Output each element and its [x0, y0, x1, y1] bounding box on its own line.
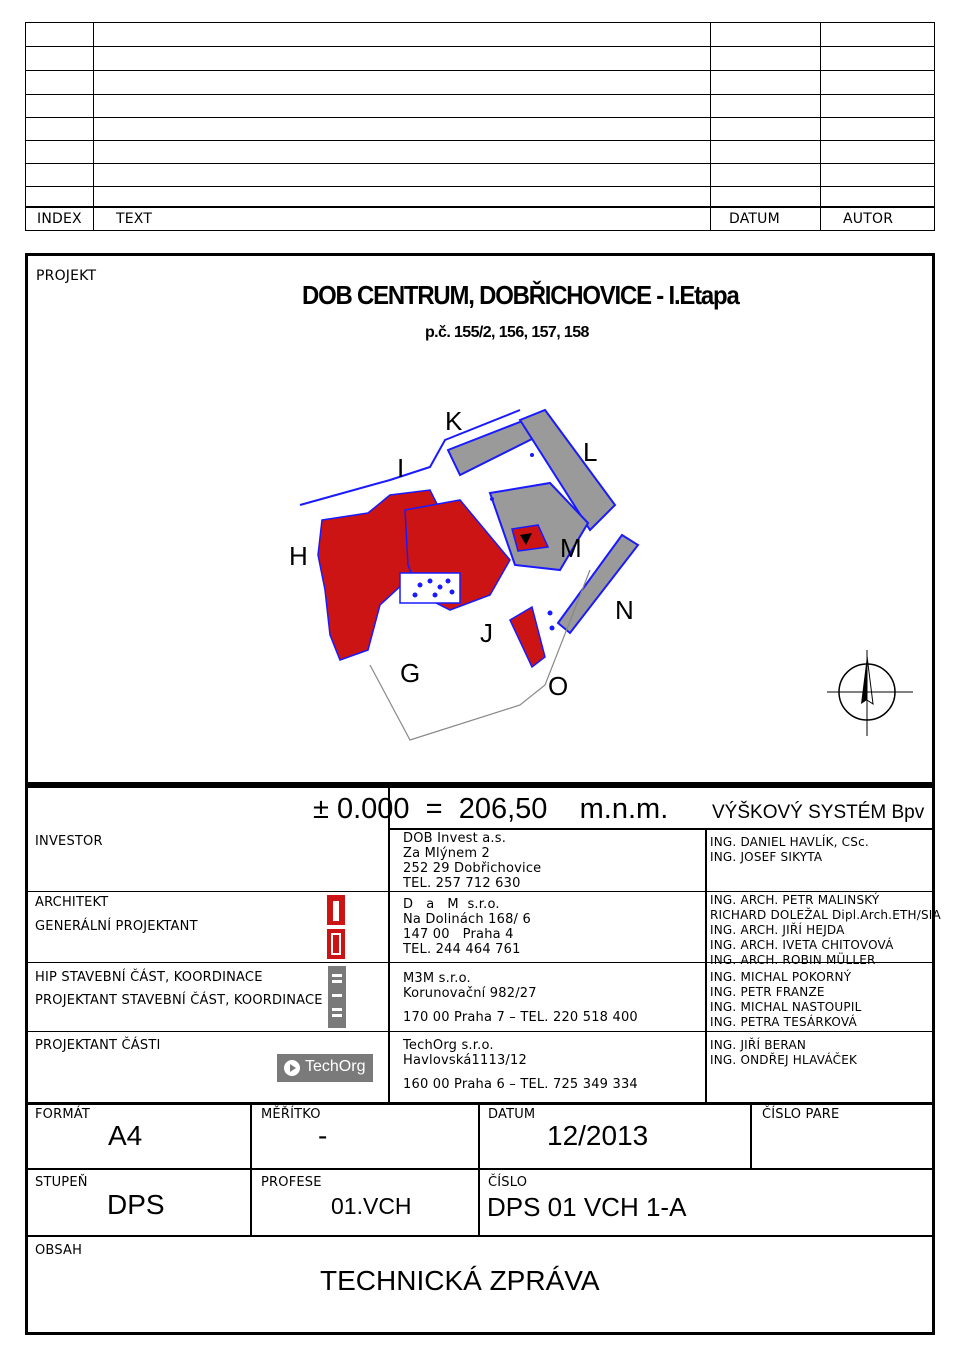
- part-address: TechOrg s.r.o. Havlovská1113/12 160 00 Praha 6 – TEL. 725 349 334: [403, 1038, 638, 1092]
- north-arrow-icon: [825, 648, 915, 738]
- map-label-h: H: [289, 541, 308, 571]
- site-plan-map: [270, 395, 690, 765]
- elevation-system: VÝŠKOVÝ SYSTÉM Bpv: [712, 802, 925, 823]
- revision-header-index: INDEX: [37, 211, 82, 227]
- map-label-g: G: [400, 658, 421, 688]
- techorg-play-icon: [283, 1059, 301, 1077]
- profession-label: PROFESE: [261, 1175, 322, 1190]
- revision-header-autor: AUTOR: [843, 211, 894, 227]
- hip-designer-label: PROJEKTANT STAVEBNÍ ČÁST, KOORDINACE: [35, 993, 323, 1008]
- investor-label: INVESTOR: [35, 834, 103, 849]
- courtyard: [400, 573, 460, 603]
- dam-logo: [327, 895, 345, 961]
- architect-label: ARCHITEKT: [35, 895, 109, 910]
- project-label: PROJEKT: [36, 268, 97, 284]
- map-label-j: J: [480, 618, 493, 648]
- date-label: DATUM: [488, 1107, 536, 1122]
- investor-people: ING. DANIEL HAVLÍK, CSc. ING. JOSEF SIKYTA: [710, 835, 869, 864]
- techorg-logo: TechOrg: [277, 1054, 373, 1082]
- revision-header-datum: DATUM: [729, 211, 780, 227]
- map-label-m: M: [560, 533, 582, 563]
- part-designer-label: PROJEKTANT ČÁSTI: [35, 1038, 161, 1053]
- scale-label: MĚŘÍTKO: [261, 1107, 321, 1122]
- date-value: 12/2013: [547, 1120, 649, 1151]
- project-parcels: p.č. 155/2, 156, 157, 158: [425, 324, 589, 341]
- elevation-value: ± 0.000 = 206,50 m.n.m.: [313, 793, 669, 825]
- architect-people: ING. ARCH. PETR MALINSKÝ RICHARD DOLEŽAL Dipl.Arch.ETH/SIA ING. ARCH. JIŘÍ HEJDA ING. ARCH. IVETA CHITOVOVÁ ING. ARCH. ROBIN MÜLLER: [710, 893, 941, 967]
- format-label: FORMÁT: [35, 1107, 90, 1122]
- map-label-n: N: [615, 595, 634, 625]
- hip-address: M3M s.r.o. Korunovační 982/27 170 00 Praha 7 – TEL. 220 518 400: [403, 971, 638, 1025]
- investor-address: DOB Invest a.s. Za Mlýnem 2 252 29 Dobřichovice TEL. 257 712 630: [403, 831, 542, 891]
- map-label-k: K: [445, 406, 463, 436]
- scale-value: -: [318, 1120, 328, 1151]
- profession-value: 01.VCH: [331, 1193, 412, 1219]
- content-value: TECHNICKÁ ZPRÁVA: [320, 1265, 600, 1296]
- stage-value: DPS: [107, 1189, 165, 1220]
- architect-address: D a M s.r.o. Na Dolinách 168/ 6 147 00 Praha 4 TEL. 244 464 761: [403, 897, 531, 957]
- revision-table: [25, 22, 935, 231]
- hip-people: ING. MICHAL POKORNÝ ING. PETR FRANZE ING. MICHAL NASTOUPIL ING. PETRA TESÁRKOVÁ: [710, 970, 862, 1029]
- map-label-i: I: [397, 453, 405, 483]
- m3m-logo: [328, 966, 346, 1028]
- copy-number-label: ČÍSLO PARE: [762, 1107, 840, 1122]
- content-label: OBSAH: [35, 1243, 83, 1258]
- map-label-o: O: [548, 671, 569, 701]
- number-value: DPS 01 VCH 1-A: [487, 1192, 687, 1222]
- map-label-l: L: [583, 437, 598, 467]
- stage-label: STUPEŇ: [35, 1175, 88, 1190]
- general-designer-label: GENERÁLNÍ PROJEKTANT: [35, 919, 198, 934]
- project-title: DOB CENTRUM, DOBŘICHOVICE - I.Etapa: [302, 280, 739, 310]
- part-people: ING. JIŘÍ BERAN ING. ONDŘEJ HLAVÁČEK: [710, 1038, 858, 1067]
- number-label: ČÍSLO: [488, 1175, 528, 1190]
- revision-header-text: TEXT: [116, 211, 153, 227]
- hip-label: HIP STAVEBNÍ ČÁST, KOORDINACE: [35, 970, 263, 985]
- building-j-red: [510, 607, 545, 667]
- format-value: A4: [108, 1120, 143, 1151]
